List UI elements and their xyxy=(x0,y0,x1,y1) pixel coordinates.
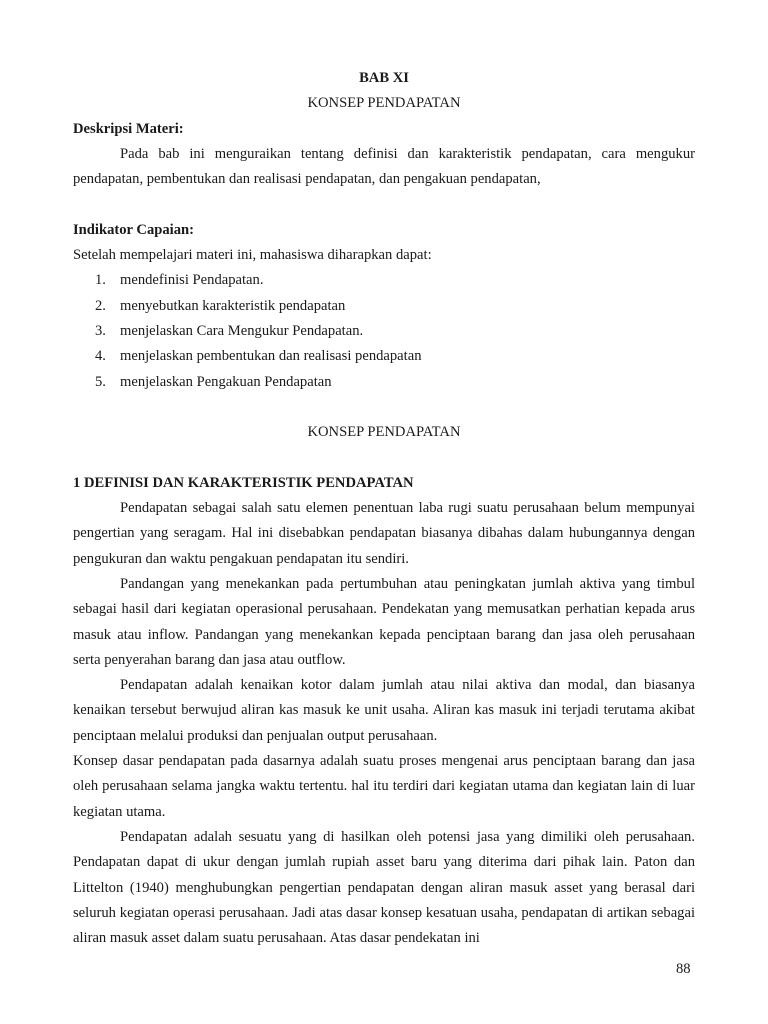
description-text: Pada bab ini menguraikan tentang definisi dan karakteristik pendapatan, cara mengukur pendapatan, pembentukan dan realisasi pendapatan, dan pengakuan pendapatan, xyxy=(73,145,695,188)
spacer xyxy=(73,192,695,217)
spacer xyxy=(73,445,695,470)
list-item-number: 1. xyxy=(95,272,106,289)
list-item-text: mendefinisi Pendapatan. xyxy=(120,272,264,289)
list-item-text: menjelaskan pembentukan dan realisasi pendapatan xyxy=(120,348,422,365)
list-item-number: 2. xyxy=(95,297,106,314)
list-item-number: 4. xyxy=(95,348,106,365)
list-item xyxy=(73,319,695,344)
page-number: 88 xyxy=(676,961,691,977)
chapter-number: BAB XI xyxy=(359,70,409,86)
subsection-heading: 1 DEFINISI DAN KARAKTERISTIK PENDAPATAN xyxy=(73,474,414,491)
list-item-number: 3. xyxy=(95,322,106,339)
body-paragraph: Pendapatan adalah sesuatu yang di hasilkan oleh potensi jasa yang dimiliki oleh perusahaan. Pendapatan dapat di ukur dengan jumlah rupiah asset baru yang diterima dari pihak lain. Paton dan Littelton (1940) menghubungkan pengertian pendapatan dengan aliran masuk asset yang berasal dari seluruh kegiatan operasi perusahaan. Jadi atas dasar konsep kesatuan usaha, pendapatan di artikan sebagai aliran masuk asset dalam suatu perusahaan. Atas dasar pendekatan ini xyxy=(73,828,695,947)
list-item-text: menjelaskan Cara Mengukur Pendapatan. xyxy=(120,322,364,339)
indicators-heading: Indikator Capaian: xyxy=(73,221,194,238)
body-paragraph: Pendapatan sebagai salah satu elemen penentuan laba rugi suatu perusahaan belum mempunyai pengertian yang seragam. Hal ini disebabkan pendapatan biasanya dibahas dalam hubungannya dengan pengukuran dan waktu pengakuan pendapatan itu sendiri. xyxy=(73,500,695,567)
body-paragraph: Pendapatan adalah kenaikan kotor dalam jumlah atau nilai aktiva dan modal, dan biasanya kenaikan tersebut berwujud aliran kas masuk ke unit usaha. Aliran kas masuk ini terjadi terutama akibat penciptaan melalui produksi dan penjualan output perusahaan. xyxy=(73,677,695,744)
list-item xyxy=(73,370,695,395)
list-item xyxy=(73,344,695,369)
document-page xyxy=(73,66,695,951)
list-item-text: menyebutkan karakteristik pendapatan xyxy=(120,297,346,314)
spacer xyxy=(73,395,695,420)
body-paragraph: Pandangan yang menekankan pada pertumbuhan atau peningkatan jumlah aktiva yang timbul sebagai hasil dari kegiatan operasional perusahaan. Pendekatan yang memusatkan perhatian kepada arus masuk atau inflow. Pandangan yang menekankan kepada penciptaan barang dan jasa oleh perusahaan serta penyerahan barang dan jasa atau outflow. xyxy=(73,575,695,668)
list-item-number: 5. xyxy=(95,373,106,390)
chapter-title: KONSEP PENDAPATAN xyxy=(307,95,461,112)
section-title: KONSEP PENDAPATAN xyxy=(307,424,461,441)
indicators-intro: Setelah mempelajari materi ini, mahasiswa diharapkan dapat: xyxy=(73,247,432,264)
body-paragraph: Konsep dasar pendapatan pada dasarnya adalah suatu proses mengenai arus penciptaan barang dan jasa oleh perusahaan selama jangka waktu tertentu. hal itu terdiri dari kegiatan utama dan kegiatan lain di luar kegiatan utama. xyxy=(73,753,695,820)
list-item-text: menjelaskan Pengakuan Pendapatan xyxy=(120,373,332,390)
indicators-list xyxy=(73,268,695,394)
description-heading: Deskripsi Materi: xyxy=(73,120,184,137)
list-item xyxy=(73,268,695,293)
list-item xyxy=(73,294,695,319)
